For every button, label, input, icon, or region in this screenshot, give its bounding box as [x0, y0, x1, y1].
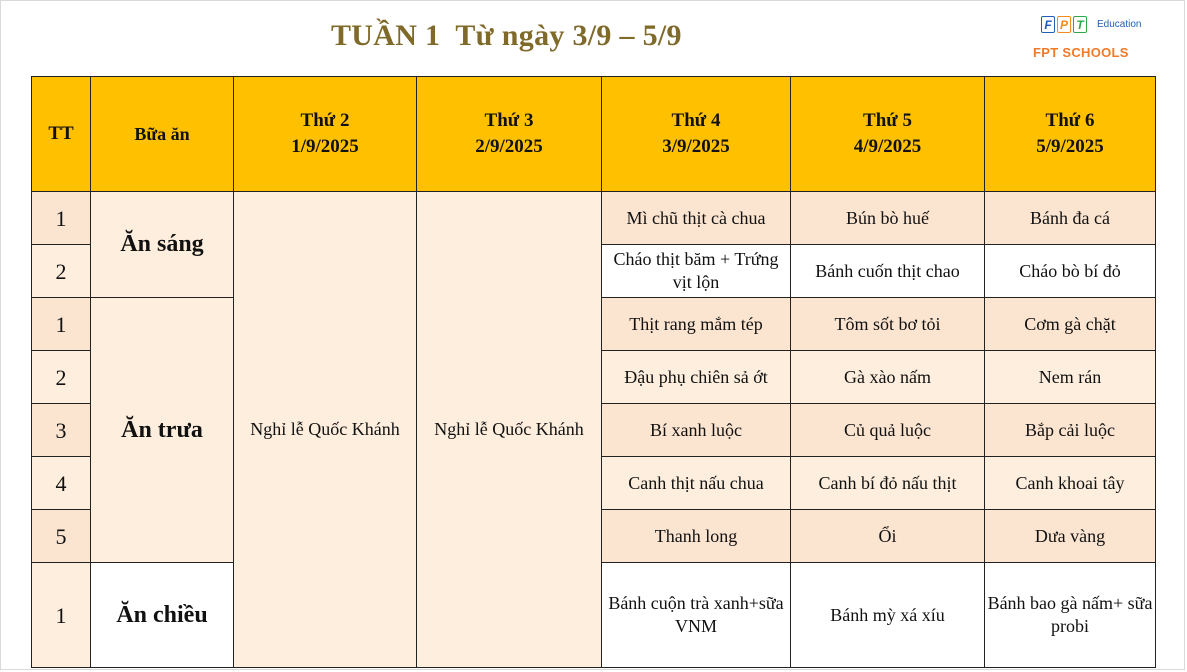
dish-thu: Bánh cuốn thịt chao: [791, 245, 985, 298]
day-name: Thứ 6: [1045, 110, 1095, 131]
row-number: 1: [32, 192, 91, 245]
row-number: 3: [32, 404, 91, 457]
dish-wed: Cháo thịt băm + Trứng vịt lộn: [602, 245, 791, 298]
logo-letter-f: F: [1041, 16, 1055, 33]
header-row: [32, 77, 1156, 192]
header-day-mon: [234, 77, 417, 192]
row-number: 1: [32, 298, 91, 351]
meal-lunch: Ăn trưa: [91, 298, 234, 563]
day-name: Thứ 3: [484, 110, 534, 131]
dish-fri: Nem rán: [985, 351, 1156, 404]
dish-thu: Tôm sốt bơ tỏi: [791, 298, 985, 351]
header-day-fri: [985, 77, 1156, 192]
dish-wed: Bí xanh luộc: [602, 404, 791, 457]
row-number: 1: [32, 563, 91, 668]
dish-wed: Thịt rang mắm tép: [602, 298, 791, 351]
header-day-thu: [791, 77, 985, 192]
dish-fri: Canh khoai tây: [985, 457, 1156, 510]
week-label: TUẦN 1: [331, 19, 441, 52]
row-number: 4: [32, 457, 91, 510]
logo-education-text: Education: [1097, 19, 1142, 30]
dish-wed: Mì chũ thịt cà chua: [602, 192, 791, 245]
row-number: 2: [32, 245, 91, 298]
dish-thu: Canh bí đỏ nấu thịt: [791, 457, 985, 510]
dish-fri: Bắp cải luộc: [985, 404, 1156, 457]
row-number: 2: [32, 351, 91, 404]
dish-fri: Cơm gà chặt: [985, 298, 1156, 351]
day-date: 5/9/2025: [1036, 136, 1104, 157]
header-tt: TT: [32, 77, 91, 192]
dish-fri: Bánh đa cá: [985, 192, 1156, 245]
logo-letter-p: P: [1057, 16, 1071, 33]
holiday-monday: Nghỉ lễ Quốc Khánh: [234, 192, 417, 668]
date-range: Từ ngày 3/9 – 5/9: [455, 19, 682, 52]
fpt-logo: [1031, 13, 1151, 63]
row-number: 5: [32, 510, 91, 563]
meal-breakfast: Ăn sáng: [91, 192, 234, 298]
day-date: 2/9/2025: [475, 136, 543, 157]
logo-schools-text: FPT SCHOOLS: [1033, 45, 1129, 60]
logo-letter-t: T: [1073, 16, 1087, 33]
dish-thu: Ổi: [791, 510, 985, 563]
dish-thu: Củ quả luộc: [791, 404, 985, 457]
dish-wed: Bánh cuộn trà xanh+sữa VNM: [602, 563, 791, 668]
header-meal: Bữa ăn: [91, 77, 234, 192]
day-date: 4/9/2025: [853, 136, 922, 157]
dish-fri: Cháo bò bí đỏ: [985, 245, 1156, 298]
menu-table: [31, 76, 1156, 668]
page-title: [331, 19, 682, 53]
table-row: [32, 192, 1156, 245]
dish-thu: Bánh mỳ xá xíu: [791, 563, 985, 668]
header-day-tue: [417, 77, 602, 192]
fpt-logo-mark: [1041, 16, 1087, 33]
dish-fri: Dưa vàng: [985, 510, 1156, 563]
meal-snack: Ăn chiều: [91, 563, 234, 668]
day-date: 1/9/2025: [291, 136, 359, 157]
day-name: Thứ 4: [671, 110, 721, 131]
dish-thu: Gà xào nấm: [791, 351, 985, 404]
holiday-tuesday: Nghỉ lễ Quốc Khánh: [417, 192, 602, 668]
dish-wed: Đậu phụ chiên sả ớt: [602, 351, 791, 404]
day-date: 3/9/2025: [662, 136, 730, 157]
dish-fri: Bánh bao gà nấm+ sữa probi: [985, 563, 1156, 668]
dish-wed: Thanh long: [602, 510, 791, 563]
day-name: Thứ 5: [863, 110, 912, 131]
day-name: Thứ 2: [300, 110, 350, 131]
dish-wed: Canh thịt nấu chua: [602, 457, 791, 510]
dish-thu: Bún bò huế: [791, 192, 985, 245]
header-day-wed: [602, 77, 791, 192]
